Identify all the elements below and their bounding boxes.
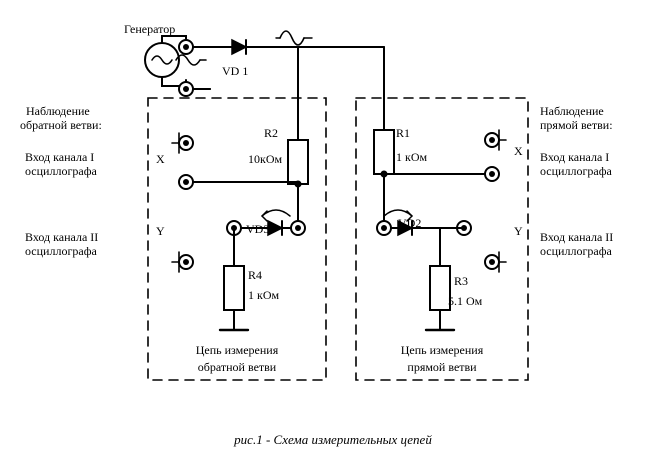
note-left-channel2-line2: осциллографа bbox=[25, 244, 97, 258]
terminal-y-right-label: Y bbox=[514, 224, 523, 238]
resistor-r3-name: R3 bbox=[454, 274, 469, 288]
resistor-r2-name: R2 bbox=[264, 126, 279, 140]
box-left-caption-line2: обратной ветви bbox=[197, 360, 277, 374]
box-right-caption-line1: Цепь измерения bbox=[400, 343, 484, 357]
resistor-r2 bbox=[288, 140, 308, 184]
resistor-r1-name: R1 bbox=[396, 126, 411, 140]
note-observation-forward-line1: Наблюдение bbox=[540, 104, 604, 118]
resistor-r4 bbox=[224, 266, 244, 310]
resistor-r1-value: 1 кОм bbox=[396, 150, 428, 164]
note-observation-reverse-line1: Наблюдение bbox=[26, 104, 90, 118]
diode-vd2-label: VD2 bbox=[398, 216, 422, 230]
resistor-r2-value: 10кОм bbox=[248, 152, 283, 166]
note-left-channel2-line1: Вход канала II bbox=[25, 230, 99, 244]
note-right-channel1-line1: Вход канала I bbox=[540, 150, 610, 164]
diode-vd1-label: VD 1 bbox=[222, 64, 249, 78]
box-right-caption-line2: прямой ветви bbox=[407, 360, 477, 374]
resistor-r1 bbox=[374, 130, 394, 174]
note-right-channel2-line1: Вход канала II bbox=[540, 230, 614, 244]
note-observation-forward-line2: прямой ветви: bbox=[540, 118, 613, 132]
box-left-caption-line1: Цепь измерения bbox=[195, 343, 279, 357]
diode-vd3-label: VD3 bbox=[246, 222, 270, 236]
note-right-channel2-line2: осциллографа bbox=[540, 244, 612, 258]
terminal-y-left-label: Y bbox=[156, 224, 165, 238]
terminal-x-left-label: X bbox=[156, 152, 165, 166]
note-observation-reverse-line2: обратной ветви: bbox=[20, 118, 102, 132]
resistor-r4-value: 1 кОм bbox=[248, 288, 280, 302]
note-left-channel1-line2: осциллографа bbox=[25, 164, 97, 178]
resistor-r4-name: R4 bbox=[248, 268, 263, 282]
generator-label: Генератор bbox=[124, 22, 176, 36]
note-right-channel1-line2: осциллографа bbox=[540, 164, 612, 178]
figure-caption: рис.1 - Схема измерительных цепей bbox=[234, 432, 432, 447]
resistor-r3-value: 5.1 Ом bbox=[448, 294, 483, 308]
resistor-r3 bbox=[430, 266, 450, 310]
note-left-channel1-line1: Вход канала I bbox=[25, 150, 95, 164]
terminal-x-right-label: X bbox=[514, 144, 523, 158]
